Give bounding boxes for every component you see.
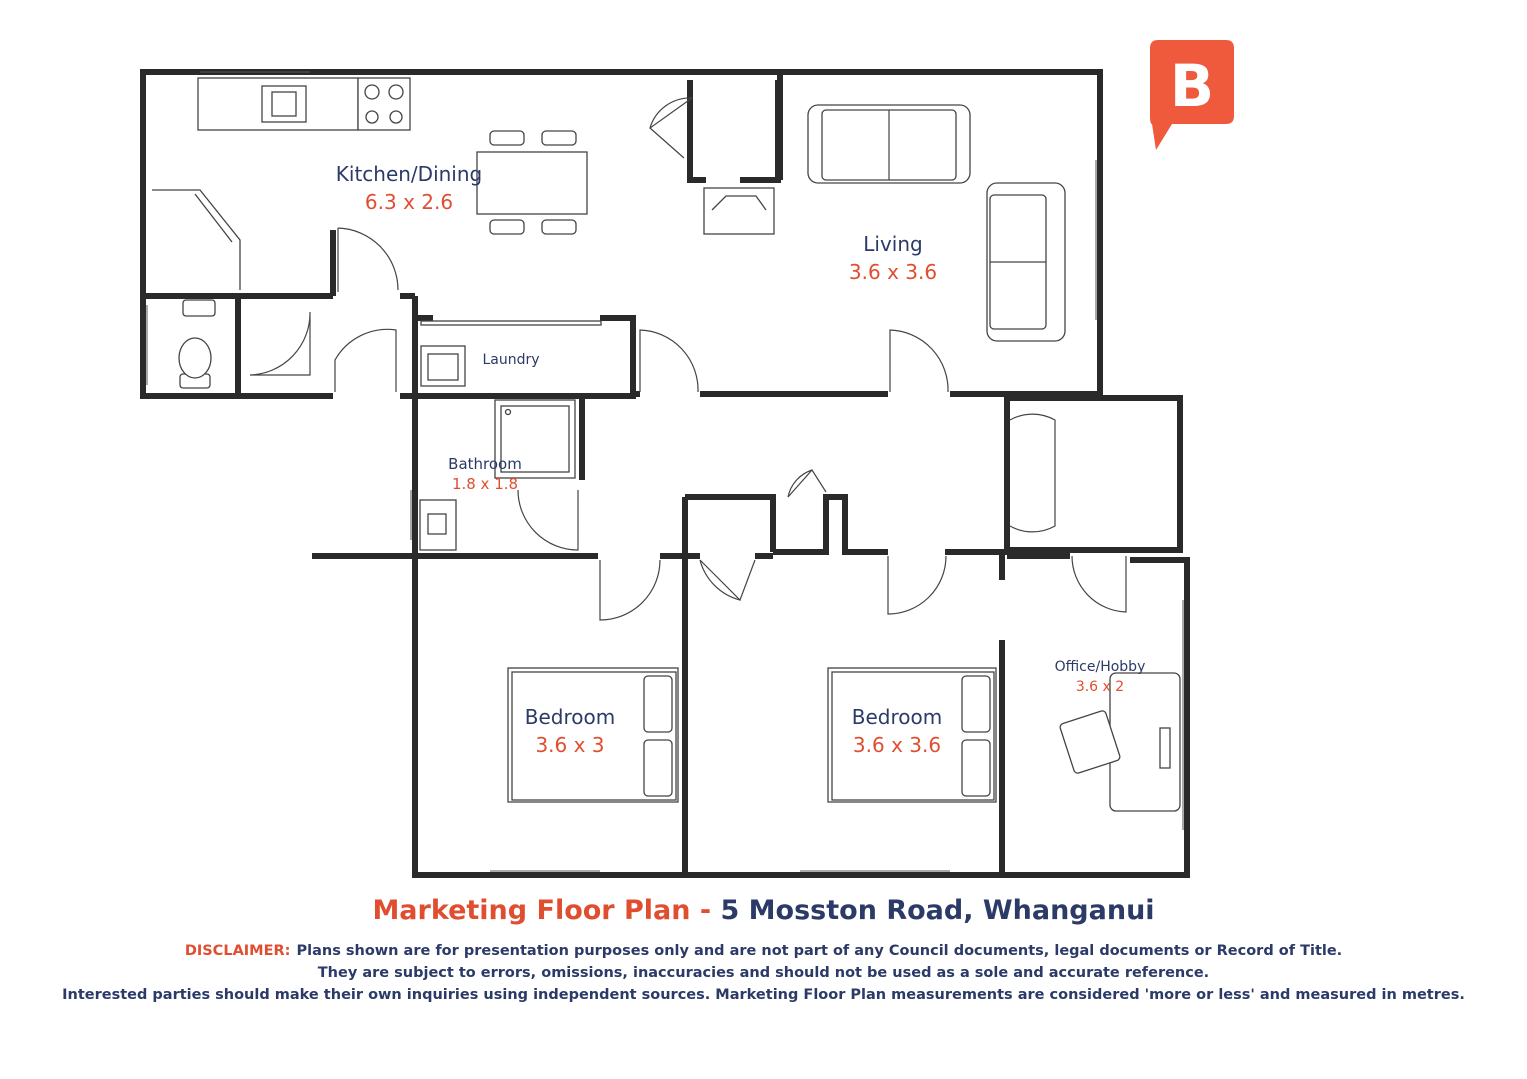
disclaimer-line-3: Interested parties should make their own inquiries using independent sources. Marketing Floor Plan measurements are considered 'more or less' and measured in metres.: [62, 987, 1465, 1003]
bedroom2-dim: 3.6 x 3.6: [852, 733, 942, 757]
bedroom1-name: Bedroom: [524, 705, 616, 729]
bathroom-dim: 1.8 x 1.8: [451, 475, 519, 493]
office-name: Office/Hobby: [1054, 659, 1146, 675]
disclaimer-text-1: Plans shown are for presentation purposes only and are not part of any Council documents, legal documents or Record of Title.: [296, 943, 1343, 959]
disclaimer-line-1: [0, 940, 1527, 962]
laundry-name: Laundry: [482, 352, 540, 368]
kitchen-name: Kitchen/Dining: [335, 162, 483, 186]
living-name: Living: [863, 232, 923, 256]
title-prefix: Marketing Floor Plan -: [372, 895, 721, 926]
kitchen-dim: 6.3 x 2.6: [364, 190, 454, 214]
disclaimer-line-2: They are subject to errors, omissions, inaccuracies and should not be used as a sole and accurate reference.: [317, 965, 1210, 981]
title-address: 5 Mosston Road, Whanganui: [720, 895, 1155, 926]
bedroom2-name: Bedroom: [851, 705, 943, 729]
furniture: [152, 78, 1180, 811]
plan-title: [0, 895, 1527, 926]
company-logo: [1150, 40, 1234, 150]
living-dim: 3.6 x 3.6: [848, 260, 938, 284]
bedroom1-dim: 3.6 x 3: [535, 733, 605, 757]
logo-letter: B: [1169, 52, 1215, 120]
bathroom-name: Bathroom: [448, 455, 522, 473]
office-dim: 3.6 x 2: [1075, 679, 1125, 695]
disclaimer-label: DISCLAIMER:: [184, 943, 291, 959]
